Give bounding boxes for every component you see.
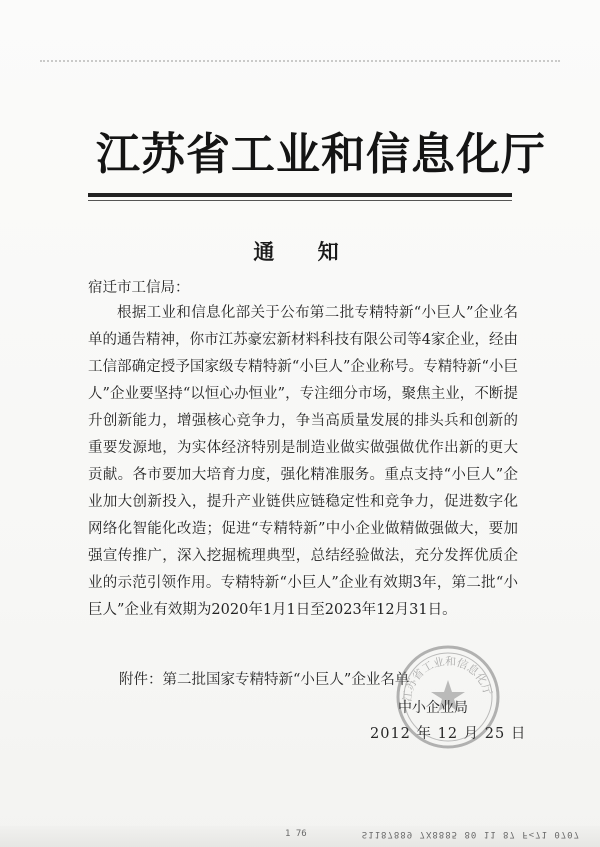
letterhead-title: 江苏省工业和信息化厅 (96, 129, 546, 180)
letterhead-rule-thin (88, 200, 512, 201)
notice-title: 通 知 (253, 239, 357, 264)
body-paragraph: 根据工业和信息化部关于公布第二批专精特新“小巨人”企业名单的通告精神，你市江苏豪宏新材料科技有限公司等4家企业，经由工信部确定授予国家级专精特新“小巨人”企业称号。专精特新“小巨人”企业要坚持“以恒心办恒业”，专注细分市场，聚焦主业，不断提升创新能力，增强核心竞争力，争当高质量发展的排头兵和创新的重要发源地，为实体经济特别是制造业做实做强做优作出新的更大贡献。各市要加大培育力度，强化精准服务。重点支持“小巨人”企业加大创新投入，提升产业链供应链稳定性和竞争力，促进数字化网络化智能化改造；促进“专精特新”中小企业做精做强做大，要加强宣传推广，深入挖掘梳理典型，总结经验做法，充分发挥优质企业的示范引领作用。专精特新“小巨人”企业有效期3年，第二批“小巨人”企业有效期为2020年1月1日至2023年12月31日。 (88, 305, 518, 618)
recipient-line: 宿迁市工信局： (88, 280, 190, 296)
scan-top-noise (40, 60, 560, 68)
letterhead-rule-thick (88, 193, 512, 197)
issue-date: 2012 年 12 月 25 日 (370, 726, 527, 742)
scan-page-mark: 1 76 (285, 829, 307, 839)
issuer-line: 中小企业局 (398, 700, 468, 716)
attachment-line: 附件：第二批国家专精特新“小巨人”企业名单 (119, 672, 410, 688)
fax-header-strip: S1187889 7X8885 80 11 87 F<71 0707 (361, 829, 580, 839)
seal-text: 江苏省工业和信息化厅 (400, 654, 495, 703)
